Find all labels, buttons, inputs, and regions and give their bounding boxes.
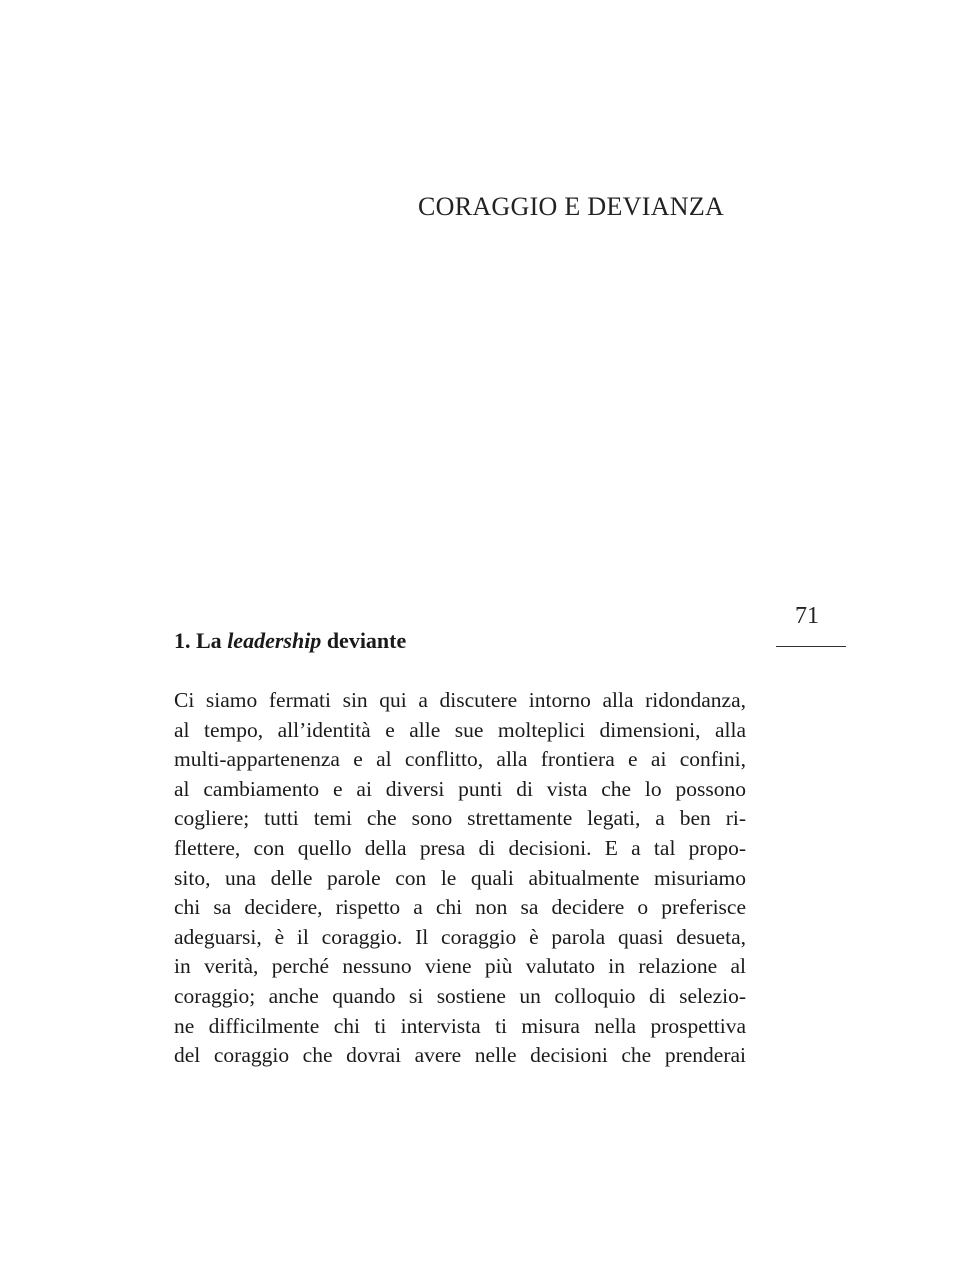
section-title-emphasis: leadership <box>227 628 322 653</box>
text-line: Ci siamo fermati sin qui a discutere intorno alla ridondanza, <box>174 688 746 712</box>
text-line: chi sa decidere, rispetto a chi non sa decidere o preferisce <box>174 895 746 920</box>
page-number: 71 <box>795 603 819 629</box>
text-line: multi-appartenenza e al conflitto, alla frontiera e ai confini, <box>174 747 746 772</box>
text-line: ne difficilmente chi ti intervista ti misura nella prospettiva <box>174 1013 746 1038</box>
page-number-rule <box>776 646 846 647</box>
text-line: adeguarsi, è il coraggio. Il coraggio è parola quasi desueta, <box>174 924 746 949</box>
body-paragraph <box>174 686 746 1071</box>
text-line: del coraggio che dovrai avere nelle decisioni che prenderai <box>174 1043 746 1068</box>
chapter-title: CORAGGIO E DEVIANZA <box>418 192 725 221</box>
section-heading <box>174 628 406 654</box>
text-line: in verità, perché nessuno viene più valutato in relazione al <box>174 954 746 979</box>
text-line: cogliere; tutti temi che sono strettamente legati, a ben ri- <box>174 806 746 831</box>
text-line: sito, una delle parole con le quali abitualmente misuriamo <box>174 865 746 890</box>
section-number: 1. <box>174 628 191 653</box>
section-title-prefix: La <box>196 628 222 653</box>
text-line: coraggio; anche quando si sostiene un colloquio di selezio- <box>174 983 746 1008</box>
text-line: al tempo, all’identità e alle sue molteplici dimensioni, alla <box>174 717 746 742</box>
section-title-suffix: deviante <box>326 628 407 653</box>
text-line: flettere, con quello della presa di decisioni. E a tal propo- <box>174 835 746 860</box>
text-line: al cambiamento e ai diversi punti di vista che lo possono <box>174 776 746 801</box>
